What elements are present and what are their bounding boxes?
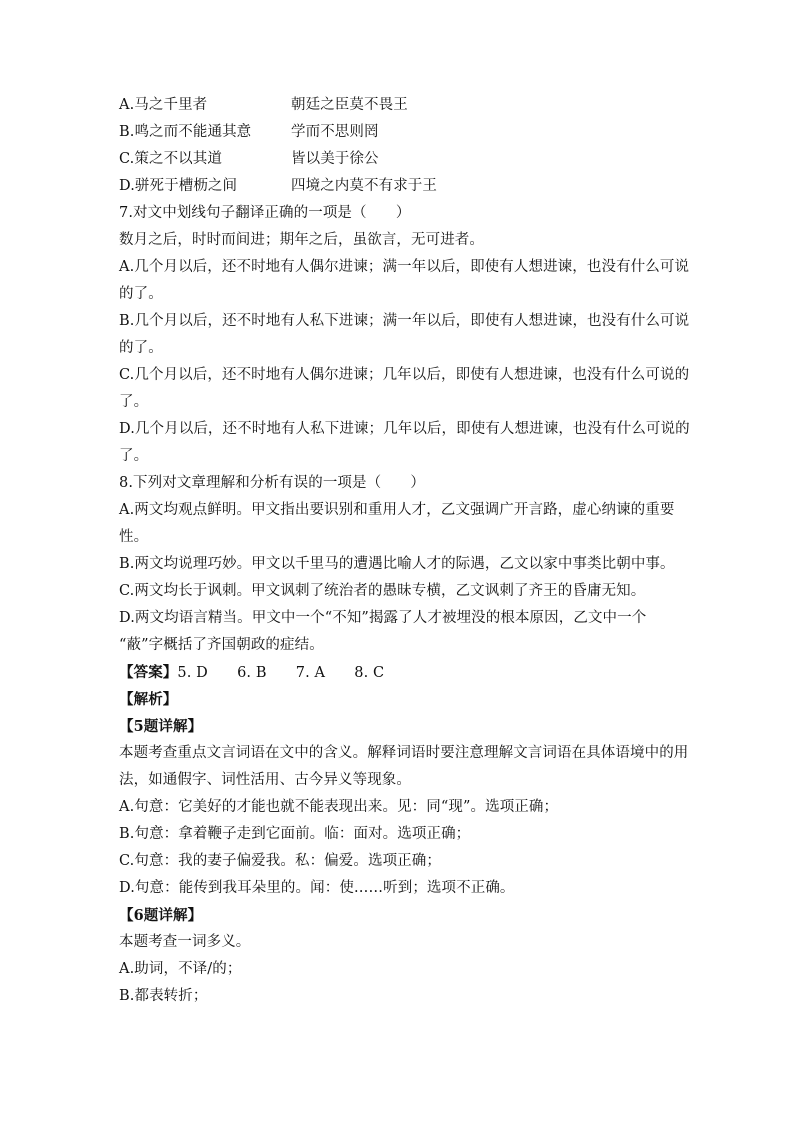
analysis-label: 【解析】 — [119, 691, 178, 708]
q6-option-a-right: 朝廷之臣莫不畏王 — [291, 97, 408, 113]
q7-option-b-line1: B.几个月以后，还不时地有人私下进谏；满一年以后，即使有人想进谏，也没有什么可说 — [119, 313, 690, 329]
q6-option-d-left: D.骈死于槽枥之间 — [119, 178, 238, 194]
q8-option-d-line2: “蔽”字概括了齐国朝政的症结。 — [119, 637, 324, 653]
q7-option-c-line2: 了。 — [119, 394, 149, 410]
answer-text: 5. D 6. B 7. A 8. C — [177, 665, 385, 681]
q6-detail-heading: 【6题详解】 — [119, 907, 203, 924]
q6-detail-line-3: B.都表转折； — [119, 988, 208, 1004]
q6-detail-line-2: A.助词，不译/的； — [119, 961, 242, 977]
q8-option-a-line1: A.两文均观点鲜明。甲文指出要识别和重用人才，乙文强调广开言路，虚心纳谏的重要 — [119, 502, 675, 518]
q7-sentence: 数月之后，时时而间进；期年之后，虽欲言，无可进者。 — [119, 232, 484, 248]
q8-stem: 8.下列对文章理解和分析有误的一项是（ ） — [119, 475, 426, 491]
q5-detail-heading: 【5题详解】 — [119, 718, 203, 735]
q7-option-a-line2: 的了。 — [119, 286, 163, 302]
q7-option-c-line1: C.几个月以后，还不时地有人偶尔进谏；几年以后，即使有人想进谏，也没有什么可说的 — [119, 367, 690, 383]
q6-option-c — [119, 146, 679, 173]
q5-detail-line-6: D.句意：能传到我耳朵里的。闻：使……听到；选项不正确。 — [119, 880, 515, 896]
q7-option-d-line1: D.几个月以后，还不时地有人私下进谏；几年以后，即使有人想进谏，也没有什么可说的 — [119, 421, 690, 437]
q8-option-c: C.两文均长于讽刺。甲文讽刺了统治者的愚昧专横，乙文讽刺了齐王的昏庸无知。 — [119, 583, 646, 599]
q6-detail-line-1: 本题考查一词多义。 — [119, 934, 251, 950]
q6-option-c-right: 皆以美于徐公 — [291, 151, 379, 167]
q6-option-d — [119, 173, 679, 200]
q8-option-d-line1: D.两文均语言精当。甲文中一个“不知”揭露了人才被埋没的根本原因，乙文中一个 — [119, 610, 647, 626]
q6-option-d-right: 四境之内莫不有求于王 — [291, 178, 437, 194]
q5-detail-line-5: C.句意：我的妻子偏爱我。私：偏爱。选项正确； — [119, 853, 441, 869]
answer-label: 【答案】 — [119, 664, 178, 681]
q6-option-c-left: C.策之不以其道 — [119, 151, 222, 167]
q6-option-a-left: A.马之千里者 — [119, 97, 208, 113]
q8-option-b: B.两文均说理巧妙。甲文以千里马的遭遇比喻人才的际遇，乙文以家中事类比朝中事。 — [119, 556, 675, 572]
answer-line — [119, 659, 679, 686]
q5-detail-line-2: 法，如通假字、词性活用、古今异义等现象。 — [119, 772, 411, 788]
document-body — [119, 92, 690, 1010]
q7-stem: 7.对文中划线句子翻译正确的一项是（ ） — [119, 205, 411, 221]
q7-option-b-line2: 的了。 — [119, 340, 163, 356]
q7-option-d-line2: 了。 — [119, 448, 149, 464]
q6-option-a — [119, 92, 679, 119]
q6-option-b — [119, 119, 679, 146]
q5-detail-line-3: A.句意：它美好的才能也就不能表现出来。见：同“现”。选项正确； — [119, 799, 559, 815]
q7-option-a-line1: A.几个月以后，还不时地有人偶尔进谏；满一年以后，即使有人想进谏，也没有什么可说 — [119, 259, 690, 275]
q5-detail-line-4: B.句意：拿着鞭子走到它面前。临：面对。选项正确； — [119, 826, 471, 842]
q6-option-b-right: 学而不思则罔 — [291, 124, 379, 140]
q6-option-b-left: B.鸣之而不能通其意 — [119, 124, 252, 140]
q5-detail-line-1: 本题考查重点文言词语在文中的含义。解释词语时要注意理解文言词语在具体语境中的用 — [119, 745, 689, 761]
q8-option-a-line2: 性。 — [119, 529, 149, 545]
